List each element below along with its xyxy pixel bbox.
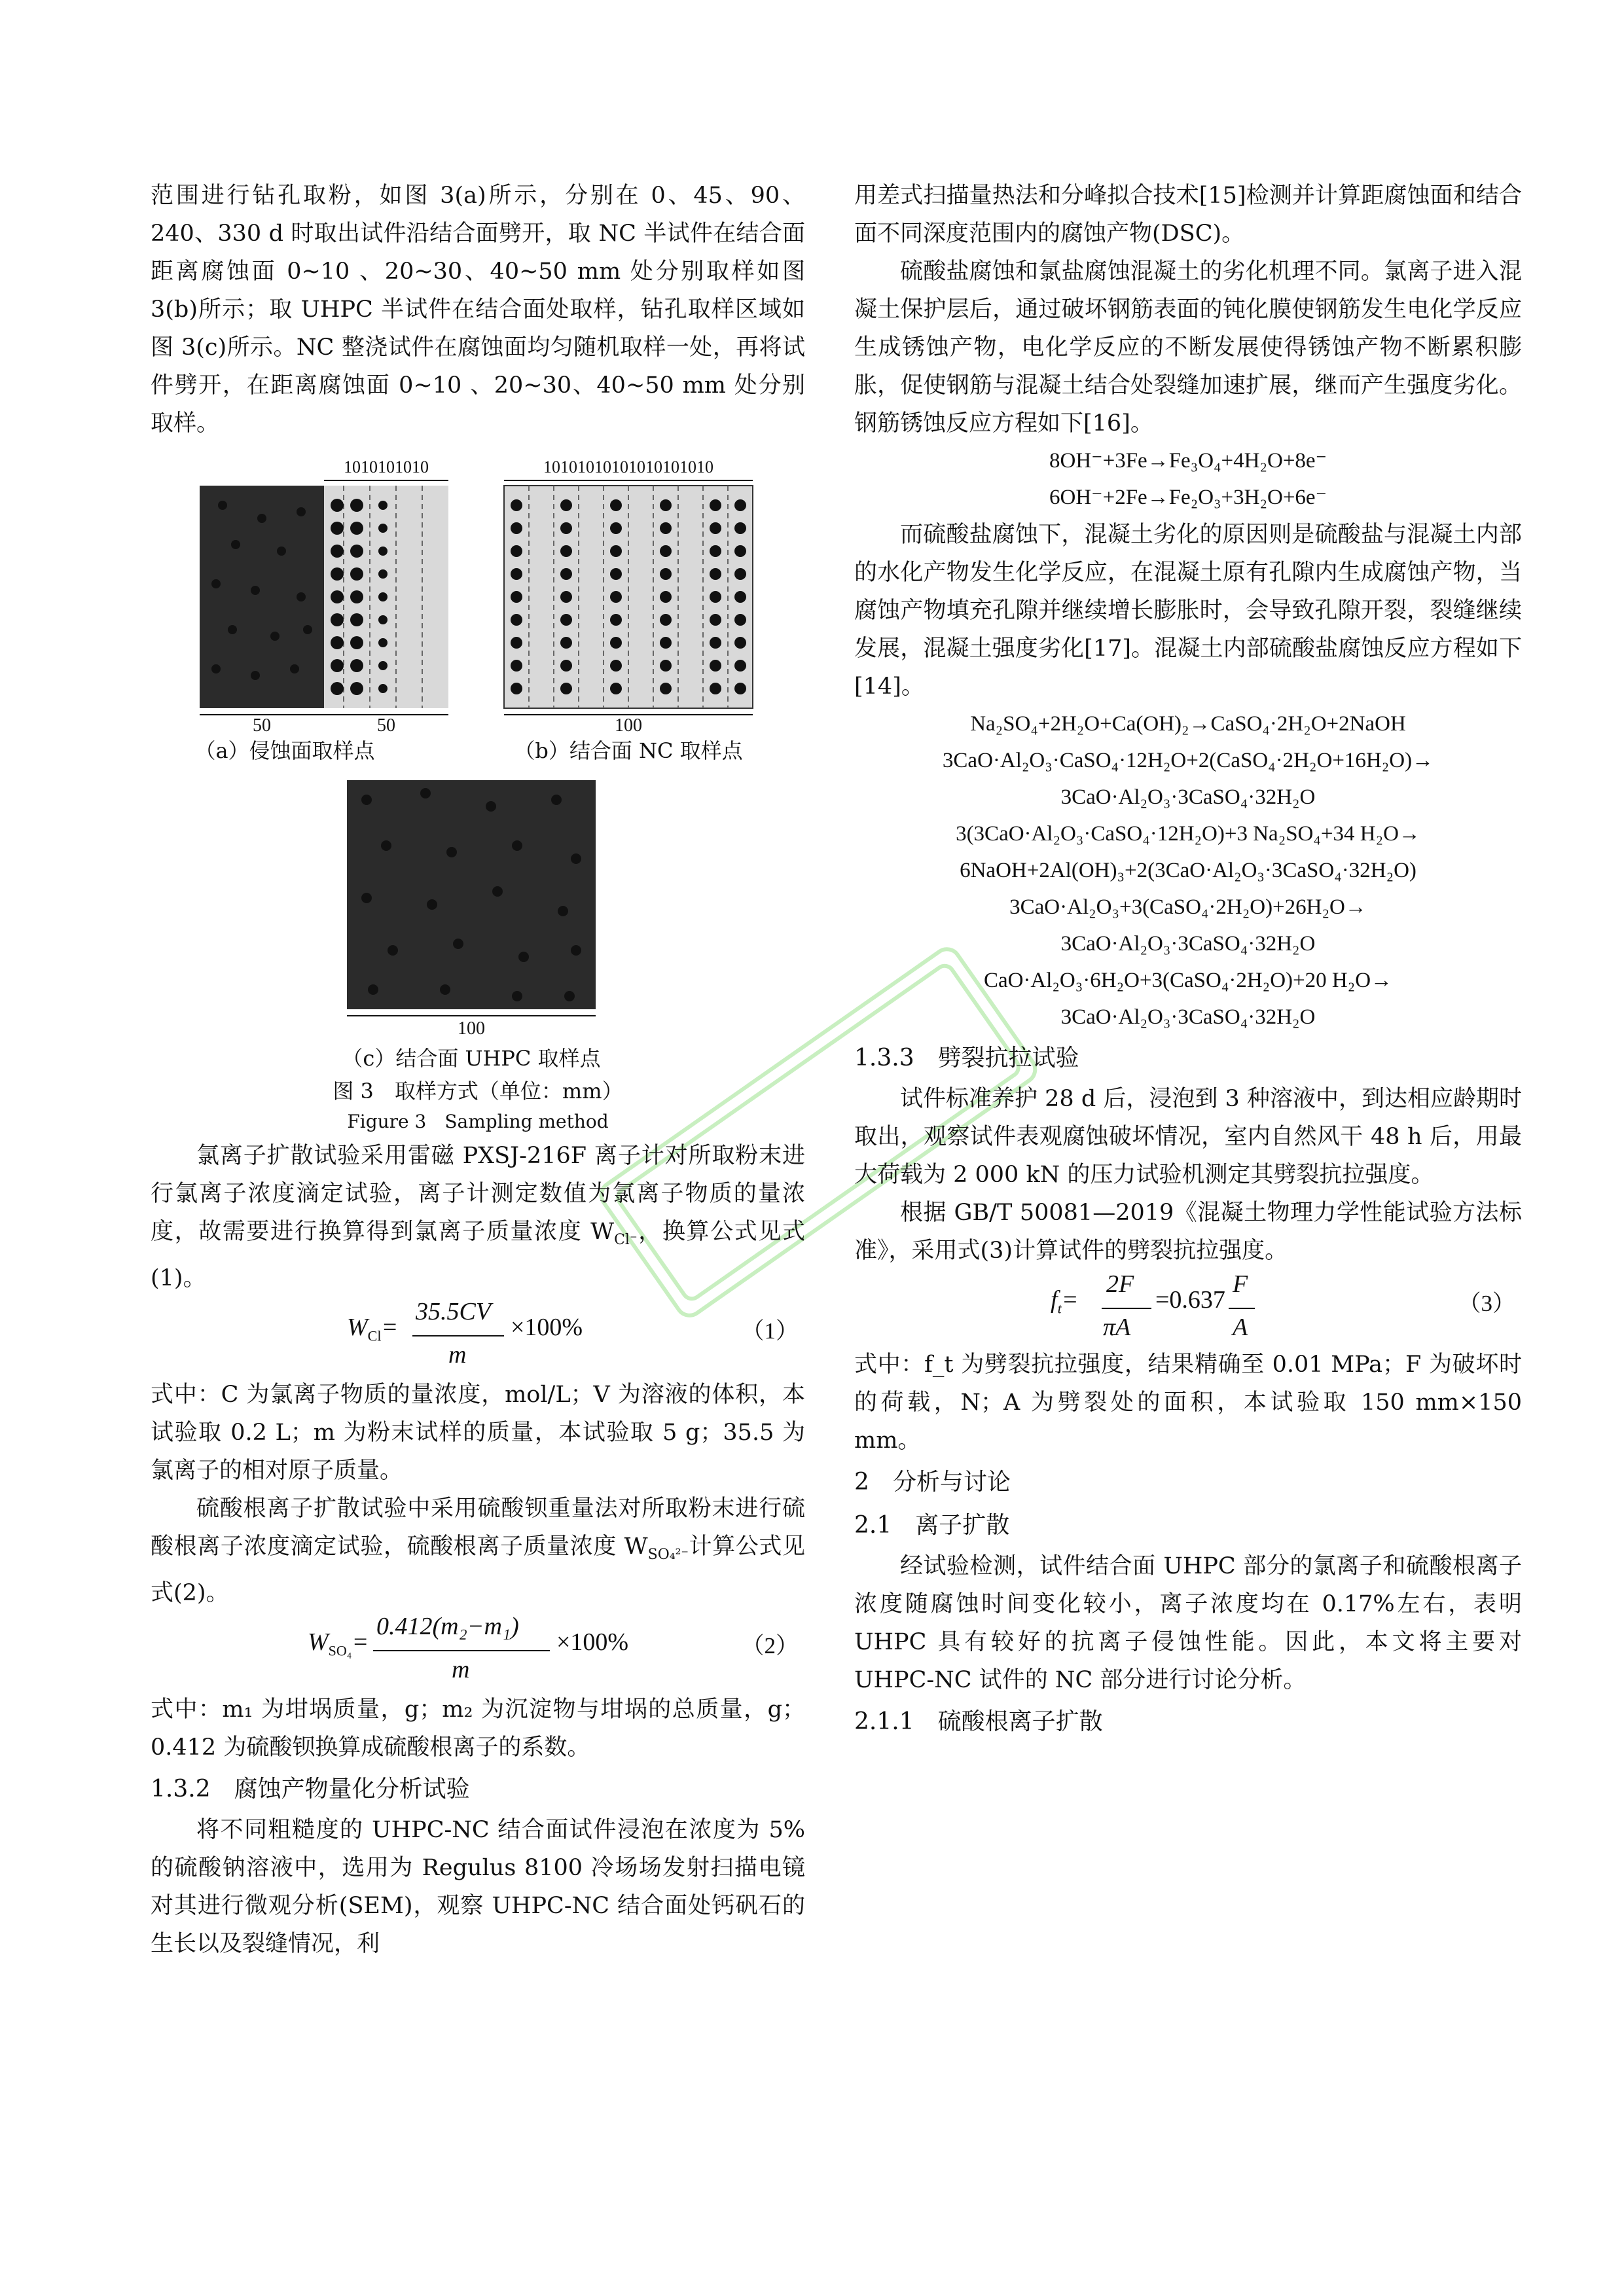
equation-1: $W_{Cl}=$ 35.5CV m ×100% （1） [347,1298,799,1369]
panel-c-uhpc [347,780,596,1009]
equation-2: $W_{SO_4}=$ 0.412(m₂−m₁) m ×100% （2） [308,1613,799,1683]
sample-point [446,847,457,857]
reaction-equation: 6NaOH+2Al(OH)₃+2(3CaO·Al₂O₃·3CaSO₄·32H₂O) [960,859,1416,882]
sample-point [734,660,746,672]
sample-point [350,613,363,626]
sample-point [378,592,388,601]
sample-point [560,522,572,534]
sample-point [734,614,746,626]
sample-point [660,545,672,557]
sample-point [350,590,363,603]
sample-point [560,568,572,580]
section-heading-2-1-1: 2.1.1 硫酸根离子扩散 [854,1708,1103,1735]
sample-point [660,591,672,603]
sample-point [734,591,746,603]
sample-point [297,507,306,516]
sample-point [251,586,260,595]
sample-point [710,522,721,534]
figure-caption-en: Figure 3 Sampling method [347,1111,609,1132]
sample-point [331,659,344,672]
sample-point [350,567,363,581]
sample-point [710,660,721,672]
sample-point [660,499,672,511]
sample-point [610,683,622,694]
paragraph: 式中：f_t 为劈裂抗拉强度，结果精确至 0.01 MPa；F 为破坏时的荷载，N；A 为劈裂处的面积，本试验取 150 mm×150 mm。 [854,1352,1522,1454]
reaction-equation: 3(3CaO·Al₂O₃·CaSO₄·12H₂O)+3 Na₂SO₄+34 H₂O→ [956,822,1420,846]
reaction-equation: CaO·Al₂O₃·6H₂O+3(CaSO₄·2H₂O)+20 H₂O→ [983,969,1393,992]
sample-point [231,540,240,549]
sample-point [331,590,344,603]
sample-point [427,899,437,910]
sample-point [350,636,363,649]
sample-point [610,568,622,580]
sample-point [297,592,306,601]
sample-point [512,840,522,851]
sample-point [331,545,344,558]
sample-point [660,660,672,672]
sample-point [560,545,572,557]
sample-point [734,545,746,557]
reaction-equation: 3CaO·Al₂O₃+3(CaSO₄·2H₂O)+26H₂O→ [1009,895,1367,919]
reaction-equation: Na₂SO₄+2H₂O+Ca(OH)₂→CaSO₄·2H₂O+2NaOH [970,712,1406,736]
figure-3-graphic [151,453,805,1137]
sample-point [571,945,581,956]
sample-point [361,795,372,805]
sample-point [211,664,221,673]
sample-point [660,683,672,694]
dimension-label: 10101010101010101010 [543,457,713,476]
dimension-label: 100 [458,1018,485,1039]
sample-point [251,671,260,680]
sample-point [734,637,746,649]
figure-c-caption: （c）结合面 UHPC 取样点 [342,1046,601,1071]
sample-point [270,632,280,641]
paragraph: 经试验检测，试件结合面 UHPC 部分的氯离子和硫酸根离子浓度随腐蚀时间变化较小，离子浓度均在 0.17%左右，表明 UHPC 具有较好的抗离子侵蚀性能。因此，本文将主要对 UHPC-NC 试件的 NC 部分进行讨论分析。 [854,1553,1522,1693]
sample-point [551,795,562,805]
sample-point [381,840,391,851]
section-heading-1-3-3: 1.3.3 劈裂抗拉试验 [854,1045,1079,1071]
sample-point [378,501,388,510]
sample-point [440,984,450,995]
sample-point [571,853,581,864]
sample-point [211,579,221,588]
sample-point [378,547,388,556]
sample-point [710,499,721,511]
sample-point [511,591,522,603]
sample-point [710,683,721,694]
paragraph: 用差式扫描量热法和分峰拟合技术[15]检测并计算距腐蚀面和结合面不同深度范围内的腐蚀产物(DSC)。 [854,183,1522,247]
equation-3: $f_t=$ 2F πA =0.637 F A （3） [1051,1270,1515,1341]
sample-point [564,991,575,1001]
sample-point [560,499,572,511]
dimension-label: 1010101010 [344,457,429,476]
sample-point [290,664,299,673]
sample-point [331,567,344,581]
sample-point [558,906,568,916]
paragraph: 根据 GB/T 50081—2019《混凝土物理力学性能试验方法标准》，采用式(3)计算试件的劈裂抗拉强度。 [854,1200,1522,1264]
sample-point [511,660,522,672]
sample-point [378,661,388,670]
right-column [854,177,1522,1744]
sample-point [560,683,572,694]
paragraph: 硫酸盐腐蚀和氯盐腐蚀混凝土的劣化机理不同。氯离子进入混凝土保护层后，通过破坏钢筋表面的钝化膜使钢筋发生电化学反应生成锈蚀产物，电化学反应的不断发展使得锈蚀产物不断累积膨胀，促使钢筋与混凝土结合处裂缝加速扩展，继而产生强度劣化。钢筋锈蚀反应方程如下[16]。 [854,259,1522,437]
sample-point [350,545,363,558]
sample-point [511,545,522,557]
sample-point [511,683,522,694]
sample-point [331,636,344,649]
sample-point [350,522,363,535]
sample-point [492,886,503,897]
sample-point [511,637,522,649]
sample-point [350,499,363,512]
section-heading-1-3-2: 1.3.2 腐蚀产物量化分析试验 [151,1776,470,1803]
figure-3 [151,453,805,1137]
sample-point [660,614,672,626]
sample-point [560,637,572,649]
paragraph: 式中：C 为氯离子物质的量浓度，mol/L；V 为溶液的体积，本试验取 0.2 L；m 为粉末试样的质量，本试验取 5 g；35.5 为氯离子的相对原子质量。 [151,1382,805,1484]
sample-point [331,613,344,626]
section-heading-2: 2 分析与讨论 [854,1469,1011,1496]
sample-point [610,499,622,511]
sample-point [486,801,496,812]
paragraph: 氯离子扩散试验采用雷磁 PXSJ-216F 离子计对所取粉末进行氯离子浓度滴定试验，离子计测定数值为氯离子物质的量浓度，故需要进行换算得到氯离子质量浓度 $W_{Cl^-}$，换算公式见式(1)。 [151,1143,805,1291]
reaction-equation: 3CaO·Al₂O₃·3CaSO₄·32H₂O [1060,932,1316,956]
sample-point [660,522,672,534]
sample-point [610,660,622,672]
sample-point [734,522,746,534]
sample-point [378,569,388,579]
sample-point [660,637,672,649]
sample-point [331,682,344,695]
sample-point [378,638,388,647]
sample-point [710,637,721,649]
figure-caption: 图 3 取样方式（单位：mm） [333,1079,623,1103]
sample-point [610,614,622,626]
figure-a-caption: （a）侵蚀面取样点 [194,738,375,763]
left-column [151,177,805,1963]
sample-point [420,788,431,798]
dimension-label: 50 [253,715,271,736]
reaction-equation: 3CaO·Al₂O₃·3CaSO₄·32H₂O [1060,785,1316,809]
sample-point [660,568,672,580]
reaction-equation: 3CaO·Al₂O₃·CaSO₄·12H₂O+2(CaSO₄·2H₂O+16H₂O)→ [942,749,1434,772]
sample-point [518,952,529,962]
sample-point [228,625,237,634]
sample-point [218,501,227,510]
sample-point [734,499,746,511]
sample-point [331,499,344,512]
dimension-label: 100 [615,715,642,736]
reaction-equation: 8OH⁻+3Fe→Fe₃O₄+4H₂O+8e⁻ [1049,449,1327,473]
sample-point [378,524,388,533]
paragraph: 而硫酸盐腐蚀下，混凝土劣化的原因则是硫酸盐与混凝土内部的水化产物发生化学反应，在混凝土原有孔隙内生成腐蚀产物，当腐蚀产物填充孔隙并继续增长膨胀时，会导致孔隙开裂，裂缝继续发展，混凝土强度劣化[17]。混凝土内部硫酸盐腐蚀反应方程如下[14]。 [854,522,1522,700]
sample-point [734,568,746,580]
sample-point [560,591,572,603]
sample-point [277,547,286,556]
sample-point [388,945,398,956]
sample-point [560,660,572,672]
sample-point [511,499,522,511]
sample-point [610,545,622,557]
sample-point [257,514,266,523]
sample-point [512,991,522,1001]
sample-point [710,614,721,626]
sample-point [710,545,721,557]
reaction-equation: 6OH⁻+2Fe→Fe₂O₃+3H₂O+6e⁻ [1049,486,1327,509]
sample-point [710,591,721,603]
sample-point [610,522,622,534]
sample-point [303,625,312,634]
sample-point [610,591,622,603]
sample-point [350,682,363,695]
section-heading-2-1: 2.1 离子扩散 [854,1512,1010,1539]
sample-point [331,522,344,535]
sample-point [350,659,363,672]
sample-point [560,614,572,626]
paragraph: 硫酸根离子扩散试验中采用硫酸钡重量法对所取粉末进行硫酸根离子浓度滴定试验，硫酸根离子质量浓度 $W_{SO_4^{2-}}$计算公式见式(2)。 [151,1496,805,1606]
sample-point [368,984,378,995]
sample-point [453,939,463,949]
paragraph: 将不同粗糙度的 UHPC-NC 结合面试件浸泡在浓度为 5%的硫酸钠溶液中，选用为 Regulus 8100 冷场场发射扫描电镜对其进行微观分析(SEM)，观察 UHPC-NC 结合面处钙矾石的生长以及裂缝情况，利 [151,1817,805,1957]
sample-point [511,614,522,626]
reaction-equation: 3CaO·Al₂O₃·3CaSO₄·32H₂O [1060,1005,1316,1029]
sample-point [511,522,522,534]
figure-b-caption: （b）结合面 NC 取样点 [514,738,743,763]
paragraph: 试件标准养护 28 d 后，浸泡到 3 种溶液中，到达相应龄期时取出，观察试件表观腐蚀破坏情况，室内自然风干 48 h 后，用最大荷载为 2 000 kN 的压力试验机测定其劈裂抗拉强度。 [854,1086,1522,1188]
sample-point [610,637,622,649]
paragraph: 式中：m₁ 为坩埚质量，g；m₂ 为沉淀物与坩埚的总质量，g；0.412 为硫酸钡换算成硫酸根离子的系数。 [151,1696,805,1761]
sample-point [361,893,372,903]
sulfate-reaction-equations [854,706,1522,1035]
sample-point [511,568,522,580]
sample-point [378,615,388,624]
sample-point [378,684,388,693]
sample-point [734,683,746,694]
dimension-label: 50 [377,715,395,736]
sample-point [710,568,721,580]
paragraph: 范围进行钻孔取粉，如图 3(a)所示，分别在 0、45、90、240、330 d 时取出试件沿结合面劈开，取 NC 半试件在结合面距离腐蚀面 0~10 、20~30、40~50 mm 处分别取样如图 3(b)所示；取 UHPC 半试件在结合面处取样，钻孔取样区域如图 3(c)所示。NC 整浇试件在腐蚀面均匀随机取样一处，再将试件劈开，在距离腐蚀面 0~10 、20~30、40~50 mm 处分别取样。 [151,183,805,437]
